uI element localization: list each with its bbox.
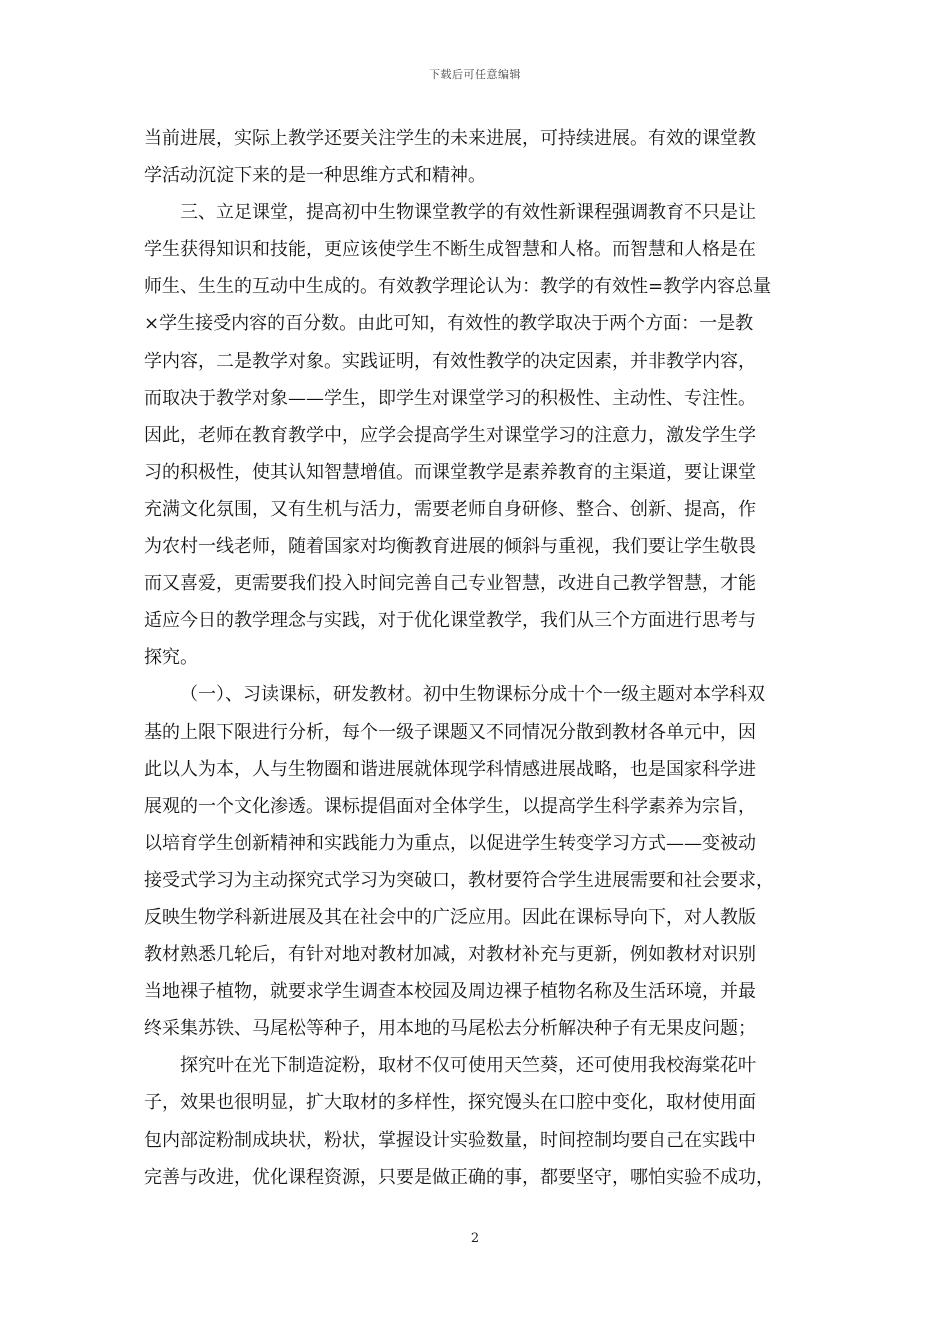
page-header: 下载后可任意编辑 — [429, 68, 521, 81]
text-line: 包内部淀粉制成块状，粉状，掌握设计实验数量，时间控制均要自己在实践中 — [144, 1129, 756, 1151]
text-line: 学内容，二是教学对象。实践证明，有效性教学的决定因素，并非教学内容， — [144, 350, 756, 372]
text-line: 当前进展，实际上教学还要关注学生的未来进展，可持续进展。有效的课堂教 — [144, 128, 756, 149]
text-line: ×学生接受内容的百分数。由此可知，有效性的教学取决于两个方面：一是教 — [144, 313, 754, 335]
text-line: 终采集苏铁、马尾松等种子，用本地的马尾松去分析解决种子有无果皮问题； — [144, 1018, 756, 1040]
page-number: 2 — [470, 1231, 480, 1246]
text-line: 师生、生生的互动中生成的。有效教学理论认为：教学的有效性=教学内容总量 — [144, 276, 772, 298]
text-line: 接受式学习为主动探究式学习为突破口，教材要符合学生进展需要和社会要求， — [144, 869, 774, 891]
text-line: 而又喜爱，更需要我们投入时间完善自己专业智慧，改进自己教学智慧，才能 — [144, 573, 756, 595]
text-line: 基的上限下限进行分析，每个一级子课题又不同情况分散到教材各单元中，因 — [144, 721, 756, 743]
text-line: 以培育学生创新精神和实践能力为重点，以促进学生转变学习方式——变被动 — [144, 832, 756, 854]
text-line: 充满文化氛围，又有生机与活力，需要老师自身研修、整合、创新、提高，作 — [144, 498, 756, 520]
document-body — [144, 120, 824, 1196]
text-line: 展观的一个文化渗透。课标提倡面对全体学生，以提高学生科学素养为宗旨， — [144, 795, 756, 817]
text-line: 探究。 — [144, 647, 198, 669]
text-line: 学生获得知识和技能，更应该使学生不断生成智慧和人格。而智慧和人格是在 — [144, 239, 756, 261]
text-line: 而取决于教学对象——学生，即学生对课堂学习的积极性、主动性、专注性。 — [144, 387, 756, 409]
text-line: 因此，老师在教育教学中，应学会提高学生对课堂学习的注意力，激发学生学 — [144, 424, 756, 446]
text-line: 三、立足课堂，提高初中生物课堂教学的有效性新课程强调教育不只是让 — [180, 202, 756, 224]
text-line: 学活动沉淀下来的是一种思维方式和精神。 — [144, 165, 486, 187]
text-line: 当地裸子植物，就要求学生调查本校园及周边裸子植物名称及生活环境，并最 — [144, 981, 756, 1003]
text-line: 反映生物学科新进展及其在社会中的广泛应用。因此在课标导向下，对人教版 — [144, 906, 756, 928]
text-line: 适应今日的教学理念与实践，对于优化课堂教学，我们从三个方面进行思考与 — [144, 610, 756, 632]
text-line: 习的积极性，使其认知智慧增值。而课堂教学是素养教育的主渠道，要让课堂 — [144, 461, 756, 483]
text-line: （一）、习读课标，研发教材。初中生物课标分成十个一级主题对本学科双 — [180, 684, 765, 706]
text-line: 探究叶在光下制造淀粉，取材不仅可使用天竺葵，还可使用我校海棠花叶 — [180, 1055, 756, 1077]
text-line: 此以人为本，人与生物圈和谐进展就体现学科情感进展战略，也是国家科学进 — [144, 758, 756, 780]
text-line: 子，效果也很明显，扩大取材的多样性，探究馒头在口腔中变化，取材使用面 — [144, 1092, 756, 1114]
text-line: 为农村一线老师，随着国家对均衡教育进展的倾斜与重视，我们要让学生敬畏 — [144, 536, 756, 558]
text-line: 完善与改进，优化课程资源，只要是做正确的事，都要坚守，哪怕实验不成功， — [144, 1166, 774, 1188]
text-line: 教材熟悉几轮后，有针对地对教材加减，对教材补充与更新，例如教材对识别 — [144, 944, 756, 966]
